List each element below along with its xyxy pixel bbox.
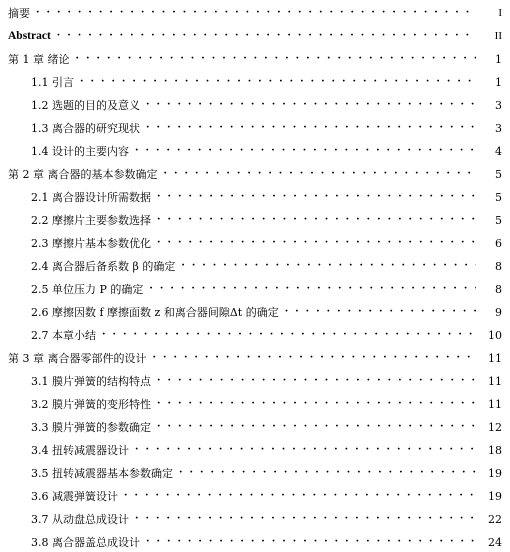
dot-leader (179, 463, 476, 483)
dot-leader (157, 187, 476, 207)
toc-entry-title: 3.6 减震弹簧设计 (31, 490, 118, 503)
toc-page-number: 5 (495, 167, 502, 181)
toc-entry-2-4[interactable] (0, 256, 510, 276)
toc-entry-title: 3.8 离合器盖总成设计 (31, 536, 140, 549)
toc-entry-title: 3.1 膜片弹簧的结构特点 (31, 375, 151, 388)
toc-entry-3-8[interactable] (0, 532, 510, 552)
toc-entry-2-1[interactable] (0, 187, 510, 207)
toc-page-number: 9 (495, 305, 502, 319)
toc-entry-chapter-3[interactable] (0, 348, 510, 368)
dot-leader (36, 3, 476, 23)
toc-page-number: 11 (488, 351, 502, 365)
toc-entry-abstract-en[interactable] (0, 26, 510, 46)
toc-page-number: 12 (488, 420, 502, 434)
dot-leader (102, 325, 476, 345)
toc-entry-3-2[interactable] (0, 394, 510, 414)
dot-leader (149, 279, 476, 299)
dot-leader (164, 164, 477, 184)
toc-entry-title: 2.5 单位压力 P 的确定 (31, 283, 144, 296)
toc-entry-title: 2.4 离合器后备系数 β 的确定 (31, 260, 176, 273)
dot-leader (124, 486, 476, 506)
toc-entry-title: Abstract (8, 30, 51, 42)
toc-page-number: 8 (495, 259, 502, 273)
toc-entry-title: 第 2 章 离合器的基本参数确定 (8, 168, 158, 181)
toc-page-number: 18 (488, 443, 502, 457)
dot-leader (157, 417, 476, 437)
toc-entry-title: 3.5 扭转减震器基本参数确定 (31, 467, 173, 480)
dot-leader (80, 72, 476, 92)
toc-entry-title: 1.2 选题的目的及意义 (31, 99, 140, 112)
toc-entry-title: 第 3 章 离合器零部件的设计 (8, 352, 147, 365)
toc-entry-title: 2.6 摩擦因数 f 摩擦面数 z 和离合器间隙Δt 的确定 (31, 306, 279, 319)
toc-entry-title: 3.7 从动盘总成设计 (31, 513, 129, 526)
toc-entry-title: 摘要 (8, 7, 30, 20)
dot-leader (153, 348, 477, 368)
dot-leader (157, 210, 476, 230)
dot-leader (135, 440, 476, 460)
toc-entry-title: 第 1 章 绪论 (8, 53, 70, 66)
toc-entry-2-2[interactable] (0, 210, 510, 230)
toc-page-number: 22 (488, 512, 502, 526)
toc-entry-chapter-1[interactable] (0, 49, 510, 69)
dot-leader (146, 532, 476, 552)
toc-page-number: 11 (488, 374, 502, 388)
toc-entry-title: 1.4 设计的主要内容 (31, 145, 129, 158)
dot-leader (135, 509, 476, 529)
toc-page-number: 11 (488, 397, 502, 411)
toc-entry-title: 2.7 本章小结 (31, 329, 96, 342)
toc-entry-1-2[interactable] (0, 95, 510, 115)
toc-entry-2-6[interactable] (0, 302, 510, 322)
toc-page-number: 3 (495, 98, 502, 112)
toc-entry-chapter-2[interactable] (0, 164, 510, 184)
toc-entry-title: 2.1 离合器设计所需数据 (31, 191, 151, 204)
toc-entry-abstract-cn[interactable] (0, 3, 510, 23)
toc-page-number: 5 (495, 213, 502, 227)
toc-entry-title: 2.3 摩擦片基本参数优化 (31, 237, 151, 250)
toc-page-number: 4 (495, 144, 502, 158)
toc-entry-2-3[interactable] (0, 233, 510, 253)
dot-leader (76, 49, 477, 69)
toc-page-number: 24 (488, 535, 502, 549)
toc-entry-3-5[interactable] (0, 463, 510, 483)
toc-page-number: 10 (488, 328, 502, 342)
toc-page-number: 5 (495, 190, 502, 204)
toc-entry-3-1[interactable] (0, 371, 510, 391)
toc-entry-1-4[interactable] (0, 141, 510, 161)
dot-leader (181, 256, 476, 276)
dot-leader (135, 141, 476, 161)
toc-entry-title: 3.3 膜片弹簧的参数确定 (31, 421, 151, 434)
toc-entry-1-1[interactable] (0, 72, 510, 92)
dot-leader (146, 95, 476, 115)
toc-entry-title: 3.4 扭转减震器设计 (31, 444, 129, 457)
dot-leader (57, 26, 476, 46)
toc-page-number: 3 (495, 121, 502, 135)
toc-page-number: 8 (495, 282, 502, 296)
dot-leader (146, 118, 476, 138)
dot-leader (157, 371, 476, 391)
toc-entry-2-5[interactable] (0, 279, 510, 299)
toc-entry-title: 1.3 离合器的研究现状 (31, 122, 140, 135)
toc-entry-3-4[interactable] (0, 440, 510, 460)
toc-page-number: 19 (488, 466, 502, 480)
toc-page-number: 1 (495, 52, 502, 66)
toc-page-number: 19 (488, 489, 502, 503)
toc-entry-3-7[interactable] (0, 509, 510, 529)
toc-entry-2-7[interactable] (0, 325, 510, 345)
toc-entry-title: 3.2 膜片弹簧的变形特性 (31, 398, 151, 411)
dot-leader (285, 302, 476, 322)
dot-leader (157, 233, 476, 253)
toc-page-number: 6 (495, 236, 502, 250)
toc-page-number: I (498, 7, 502, 19)
dot-leader (157, 394, 476, 414)
toc-entry-3-6[interactable] (0, 486, 510, 506)
toc-entry-3-3[interactable] (0, 417, 510, 437)
toc-entry-title: 2.2 摩擦片主要参数选择 (31, 214, 151, 227)
toc-page-number: II (494, 30, 502, 42)
toc-entry-1-3[interactable] (0, 118, 510, 138)
toc-entry-title: 1.1 引言 (31, 76, 74, 89)
toc-page-number: 1 (495, 75, 502, 89)
